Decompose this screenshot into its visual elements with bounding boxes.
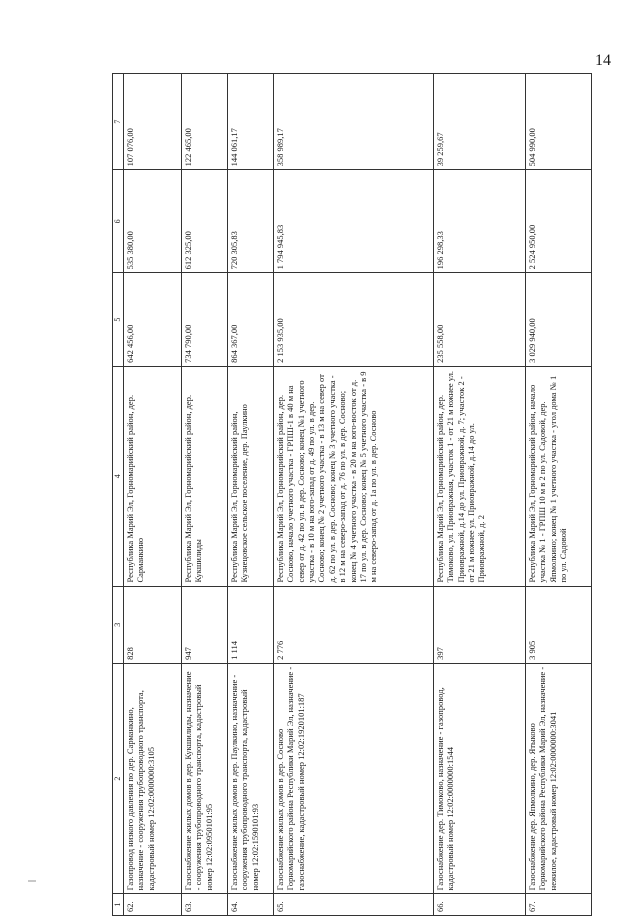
object-address: Республика Марий Эл, Горномарийский район, дер. Тимоково, ул. Приовражная, участок 1 - от 21 м южнее ул. Приовражной, д.14 до ул. Приовражной, д. 7; участок 2 - от 21 м южнее ул. Приовражной, д.14 до ул. Приовражной, д. 2 bbox=[434, 366, 526, 586]
scan-mark bbox=[28, 880, 36, 882]
object-address: Республика Марий Эл, Горномарийский район, дер. Сарманкино bbox=[124, 366, 182, 586]
row-number: 66. bbox=[434, 894, 526, 916]
table-row bbox=[526, 74, 592, 916]
column-header: 7 bbox=[113, 74, 124, 170]
column-header: 4 bbox=[113, 366, 124, 586]
object-description: Газопровод низкого давления по дер. Сарманкино, назначение - сооружения трубопроводного транспорта, кадастровый номер 12:02:0000000:3105 bbox=[124, 663, 182, 893]
row-number: 65. bbox=[274, 894, 434, 916]
object-length: 3 905 bbox=[526, 586, 592, 663]
residual-value: 358 989,17 bbox=[274, 74, 434, 170]
rotated-sheet bbox=[112, 73, 630, 916]
table-row bbox=[182, 74, 228, 916]
column-header: 1 bbox=[113, 894, 124, 916]
property-register-table bbox=[112, 73, 592, 916]
cost-value: 3 029 940,00 bbox=[526, 273, 592, 367]
column-number-row bbox=[113, 74, 124, 916]
row-number: 67. bbox=[526, 894, 592, 916]
residual-value: 107 076,00 bbox=[124, 74, 182, 170]
depreciation-value: 535 380,00 bbox=[124, 170, 182, 273]
object-description: Газоснабжение дер. Тимоково, назначение - газопровод, кадастровый номер 12:02:0000000:1544 bbox=[434, 663, 526, 893]
table-row bbox=[274, 74, 434, 916]
object-length: 2 776 bbox=[274, 586, 434, 663]
column-header: 2 bbox=[113, 663, 124, 893]
object-address: Республика Марий Эл, Горномарийский район, начало участка № 1 - ГРПШ 10 м в 2 по ул. Садовой, дер. Япмолкино; конец № 1 учетного участка - угол дома № 1 по ул. Садовой bbox=[526, 366, 592, 586]
row-number: 62. bbox=[124, 894, 182, 916]
residual-value: 39 259,67 bbox=[434, 74, 526, 170]
cost-value: 734 790,00 bbox=[182, 273, 228, 367]
residual-value: 144 061,17 bbox=[228, 74, 274, 170]
object-length: 397 bbox=[434, 586, 526, 663]
depreciation-value: 612 325,00 bbox=[182, 170, 228, 273]
object-length: 828 bbox=[124, 586, 182, 663]
row-number: 64. bbox=[228, 894, 274, 916]
table-row bbox=[228, 74, 274, 916]
object-address: Республика Марий Эл, Горномарийский район, дер. Сосново, начало учетного участка - ГРПШ-1 в 40 м на север от д. 42 по ул. в дер. Сосново; конец №1 учетного участка - в 10 м на юго-запад от д. 49 по ул. в дер. Сосново; конец № 2 учетного участка - в 13 м на север от д. 62 по ул. в дер. Сосново; конец № 3 учетного участка - в 12 м на северо-запад от д. 76 по ул. в дер. Сосново; конец № 4 учетного участка - в 20 м на юго-восток от д. 17 по ул. в дер. Сосново; конец № 5 учетного участка - в 9 м на северо-запад от д. 1а по ул. в дер. Сосново bbox=[274, 366, 434, 586]
residual-value: 122 465,00 bbox=[182, 74, 228, 170]
table-row bbox=[124, 74, 182, 916]
object-address: Республика Марий Эл, Горномарийский район, Кузнецовское сельское поселение, дер. Паулкино bbox=[228, 366, 274, 586]
table-row bbox=[434, 74, 526, 916]
object-length: 947 bbox=[182, 586, 228, 663]
depreciation-value: 1 794 945,83 bbox=[274, 170, 434, 273]
object-address: Республика Марий Эл, Горномарийский район, дер. Кукшилиды bbox=[182, 366, 228, 586]
cost-value: 235 558,00 bbox=[434, 273, 526, 367]
residual-value: 504 990,00 bbox=[526, 74, 592, 170]
object-description: Газоснабжение жилых домов в дер. Паулкино, назначение - сооружения трубопроводного транспорта, кадастровый номер 12:02:1590101:93 bbox=[228, 663, 274, 893]
object-description: Газоснабжение жилых домов в дер. Кукшилиды, назначение - сооружения трубопроводного транспорта, кадастровый номер 12:02:0950101:95 bbox=[182, 663, 228, 893]
depreciation-value: 196 298,33 bbox=[434, 170, 526, 273]
page-number: 14 bbox=[595, 52, 611, 69]
object-length: 1 114 bbox=[228, 586, 274, 663]
object-description: Газоснабжение жилых домов в дер. Сосново Горномарийского района Республики Марий Эл, назначение - газоснабжение, кадастровый номер 12:02:1920101:187 bbox=[274, 663, 434, 893]
column-header: 3 bbox=[113, 586, 124, 663]
column-header: 5 bbox=[113, 273, 124, 367]
cost-value: 642 456,00 bbox=[124, 273, 182, 367]
column-header: 6 bbox=[113, 170, 124, 273]
depreciation-value: 720 305,83 bbox=[228, 170, 274, 273]
row-number: 63. bbox=[182, 894, 228, 916]
cost-value: 2 153 935,00 bbox=[274, 273, 434, 367]
cost-value: 864 367,00 bbox=[228, 273, 274, 367]
depreciation-value: 2 524 950,00 bbox=[526, 170, 592, 273]
object-description: Газоснабжение дер. Япмолкино, дер. Ятыково Горномарийского района Республики Марий Эл, назначение - нежилое, кадастровый номер 12:02:0000000:3041 bbox=[526, 663, 592, 893]
